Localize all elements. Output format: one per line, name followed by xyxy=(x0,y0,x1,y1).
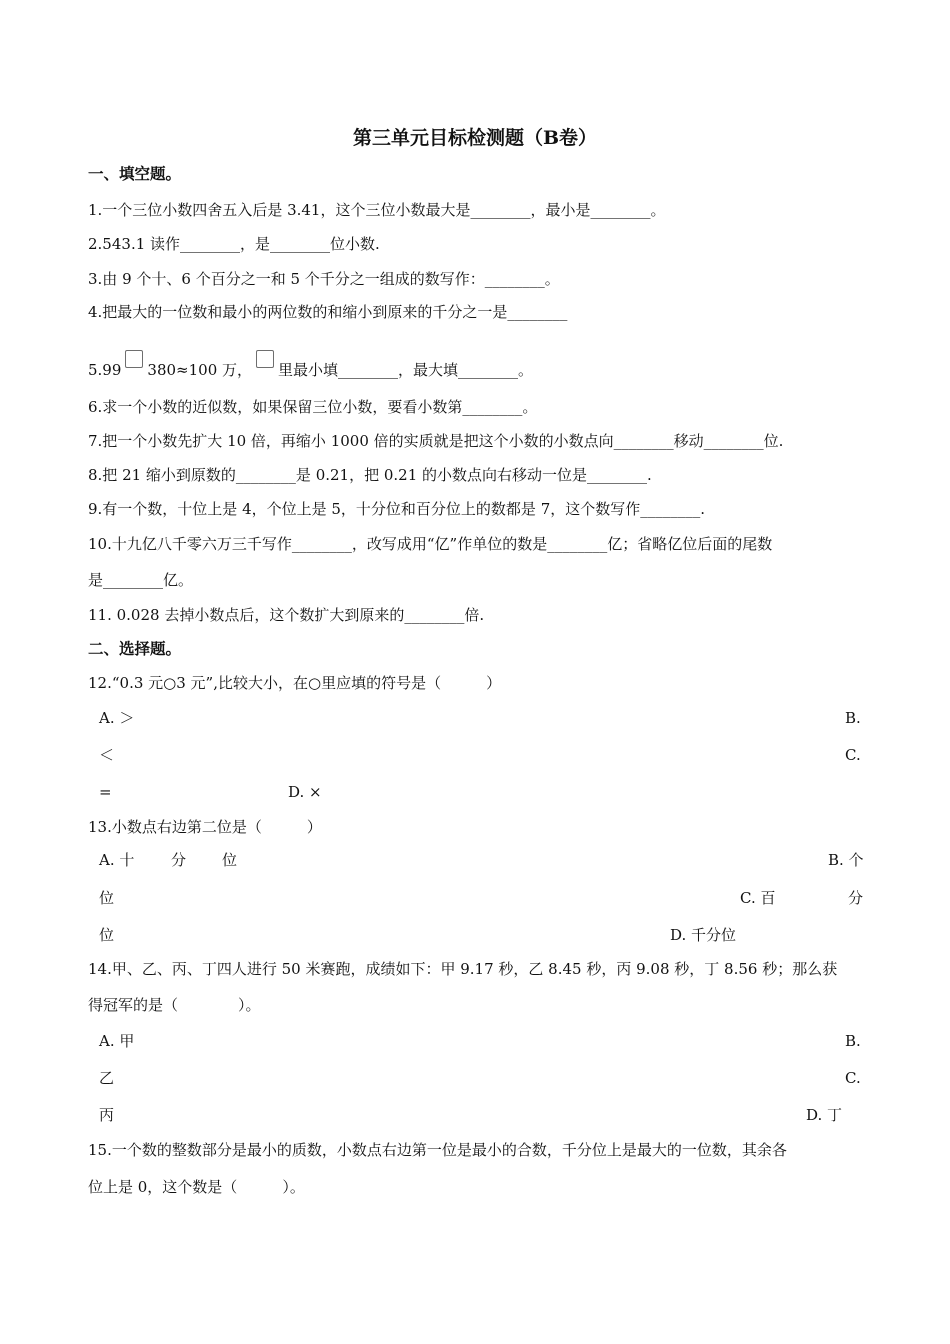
option-c-label[interactable]: C. xyxy=(845,1069,861,1087)
question-9: 9.有一个数，十位上是 4，个位上是 5，十分位和百分位上的数都是 7，这个数写作________. xyxy=(88,500,706,518)
option-c-text[interactable]: 位 xyxy=(99,926,115,944)
question-10-line-1: 10.十九亿八千零六万三千写作________，改写成用“亿”作单位的数是________亿；省略亿位后面的尾数 xyxy=(88,535,773,553)
option-b-label[interactable]: B. xyxy=(845,709,861,727)
option-d[interactable]: D. 千分位 xyxy=(670,926,737,944)
page-title: 第三单元目标检测题（B卷） xyxy=(352,127,598,149)
question-13: 13.小数点右边第二位是（ ） xyxy=(88,818,322,836)
question-14-line-1: 14.甲、乙、丙、丁四人进行 50 米赛跑，成绩如下：甲 9.17 秒，乙 8.45 秒，丙 9.08 秒，丁 8.56 秒；那么获 xyxy=(88,960,838,978)
question-3: 3.由 9 个十、6 个百分之一和 5 个千分之一组成的数写作：________。 xyxy=(88,270,560,288)
question-8: 8.把 21 缩小到原数的________是 0.21，把 0.21 的小数点向右移动一位是________. xyxy=(88,466,652,484)
option-a[interactable]: A. 甲 xyxy=(99,1032,135,1050)
question-5 xyxy=(88,350,533,380)
answer-box[interactable] xyxy=(125,350,143,368)
option-c-text[interactable]: = xyxy=(99,783,112,801)
option-c[interactable]: C. 百 xyxy=(740,889,776,907)
option-c-text[interactable]: 丙 xyxy=(99,1106,115,1124)
question-1: 1.一个三位小数四舍五入后是 3.41，这个三位小数最大是________，最小是________。 xyxy=(88,201,666,219)
question-5-part-a: 5.99 xyxy=(88,361,122,379)
question-12: 12.“0.3 元○3 元”,比较大小，在○里应填的符号是（ ） xyxy=(88,674,502,692)
question-6: 6.求一个小数的近似数，如果保留三位小数，要看小数第________。 xyxy=(88,398,538,416)
option-c-label[interactable]: C. xyxy=(845,746,861,764)
option-b-text[interactable]: 乙 xyxy=(99,1069,115,1087)
question-5-part-b: 380≈100 万， xyxy=(147,361,253,379)
option-b-label[interactable]: B. xyxy=(845,1032,861,1050)
section-heading-choice: 二、选择题。 xyxy=(88,639,182,658)
option-d[interactable]: D. × xyxy=(288,783,322,801)
option-a-text[interactable]: 位 xyxy=(222,851,238,869)
option-a-text[interactable]: 分 xyxy=(171,851,187,869)
question-10-line-2: 是________亿。 xyxy=(88,571,194,589)
question-5-part-c: 里最小填________，最大填________。 xyxy=(278,361,534,379)
option-b-text[interactable]: ＜ xyxy=(99,746,115,764)
option-d[interactable]: D. 丁 xyxy=(806,1106,843,1124)
option-b-text[interactable]: 位 xyxy=(99,889,115,907)
question-4: 4.把最大的一位数和最小的两位数的和缩小到原来的千分之一是________ xyxy=(88,303,568,321)
question-7: 7.把一个小数先扩大 10 倍，再缩小 1000 倍的实质就是把这个小数的小数点向________移动________位. xyxy=(88,432,784,450)
question-15-line-1: 15.一个数的整数部分是最小的质数，小数点右边第一位是最小的合数，千分位上是最大的一位数，其余各 xyxy=(88,1141,787,1159)
question-14-line-2: 得冠军的是（ ）。 xyxy=(88,996,261,1014)
question-2: 2.543.1 读作________，是________位小数. xyxy=(88,235,380,253)
question-15-line-2: 位上是 0，这个数是（ ）。 xyxy=(88,1178,305,1196)
option-a[interactable]: A. ＞ xyxy=(99,709,135,727)
option-a[interactable]: A. 十 xyxy=(99,851,135,869)
question-11: 11. 0.028 去掉小数点后，这个数扩大到原来的________倍. xyxy=(88,606,485,624)
option-c-text[interactable]: 分 xyxy=(848,889,864,907)
section-heading-fill: 一、填空题。 xyxy=(88,164,182,183)
option-b[interactable]: B. 个 xyxy=(828,851,864,869)
answer-box[interactable] xyxy=(256,350,274,368)
